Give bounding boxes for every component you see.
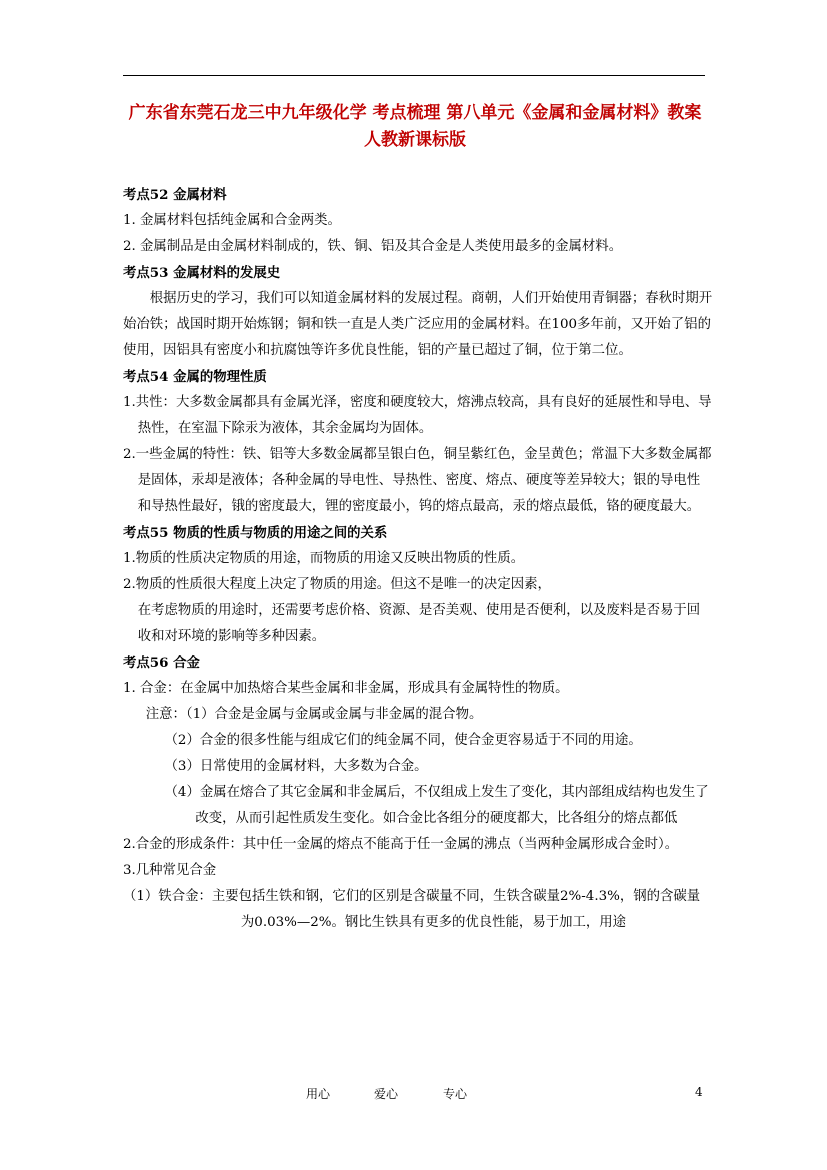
paragraph: 1.共性：大多数金属都具有金属光泽，密度和硬度较大，熔沸点较高，具有良好的延展性和导电、导热性，在室温下除汞为液体，其余金属均为固体。	[123, 395, 712, 436]
section-heading-53: 考点53 金属材料的发展史	[123, 265, 281, 281]
note-item: （3）日常使用的金属材料，大多数为合金。	[164, 759, 428, 774]
section-heading-54: 考点54 金属的物理性质	[123, 369, 267, 385]
paragraph: 3.几种常见合金	[123, 863, 217, 878]
paragraph: 1. 金属材料包括纯金属和合金两类。	[123, 213, 341, 228]
paragraph: 2.物质的性质很大程度上决定了物质的用途。但这不是唯一的决定因素，	[123, 577, 551, 592]
document-title: 广东省东莞石龙三中九年级化学 考点梳理 第八单元《金属和金属材料》教案 人教新课标版	[128, 103, 702, 150]
footer-motto-2: 爱心	[374, 1087, 399, 1101]
note-item: （4）金属在熔合了其它金属和非金属后，不仅组成上发生了变化，其内部组成结构也发生了改变，从而引起性质发生变化。如合金比各组分的硬度都大，比各组分的熔点都低	[164, 785, 709, 826]
note-text: （1）合金是金属与金属或金属与非金属的混合物。	[185, 707, 483, 722]
sub-item-lead: （1）铁合金：	[123, 889, 212, 904]
paragraph: 1. 合金：在金属中加热熔合某些金属和非金属，形成具有金属特性的物质。	[123, 681, 569, 696]
sub-item-text: 主要包括生铁和钢，它们的区别是含碳量不同，生铁含碳量2%-4.3%，钢的含碳量为0.03%—2%。钢比生铁具有更多的优良性能，易于加工，用途	[211, 889, 701, 930]
document-body	[123, 182, 713, 936]
note-item	[123, 702, 713, 728]
note-label: 注意：	[145, 707, 186, 722]
paragraph: 在考虑物质的用途时，还需要考虑价格、资源、是否美观、使用是否便利，以及废料是否易于回收和对环境的影响等多种因素。	[137, 603, 701, 644]
paragraph: 2.一些金属的特性：铁、铝等大多数金属都呈银白色，铜呈紫红色，金呈黄色；常温下大多数金属都是固体，汞却是液体；各种金属的导电性、导热性、密度、熔点、硬度等差异较大；银的导电性和导热性最好，锇的密度最大，锂的密度最小，钨的熔点最高，汞的熔点最低，铬的硬度最大。	[123, 447, 712, 514]
section-heading-55: 考点55 物质的性质与物质的用途之间的关系	[123, 525, 388, 541]
section-heading-56: 考点56 合金	[123, 655, 200, 671]
section-heading-52: 考点52 金属材料	[123, 187, 227, 203]
paragraph: 根据历史的学习，我们可以知道金属材料的发展过程。商朝，人们开始使用青铜器；春秋时期开始冶铁；战国时期开始炼钢；铜和铁一直是人类广泛应用的金属材料。在100多年前，又开始了铝的使用，因铝具有密度小和抗腐蚀等许多优良性能，铝的产量已超过了铜，位于第二位。	[123, 291, 713, 358]
paragraph: 2. 金属制品是由金属材料制成的，铁、铜、铝及其合金是人类使用最多的金属材料。	[123, 239, 623, 254]
footer-motto-1: 用心	[306, 1087, 331, 1101]
sub-item	[123, 884, 713, 936]
footer-motto-3: 专心	[443, 1087, 468, 1101]
page-number: 4	[695, 1085, 703, 1099]
header-rule	[123, 75, 705, 76]
paragraph: 2.合金的形成条件：其中任一金属的熔点不能高于任一金属的沸点（当两种金属形成合金时）。	[123, 837, 679, 852]
paragraph: 1.物质的性质决定物质的用途，而物质的用途又反映出物质的性质。	[123, 551, 525, 566]
note-item: （2）合金的很多性能与组成它们的纯金属不同，使合金更容易适于不同的用途。	[164, 733, 642, 748]
